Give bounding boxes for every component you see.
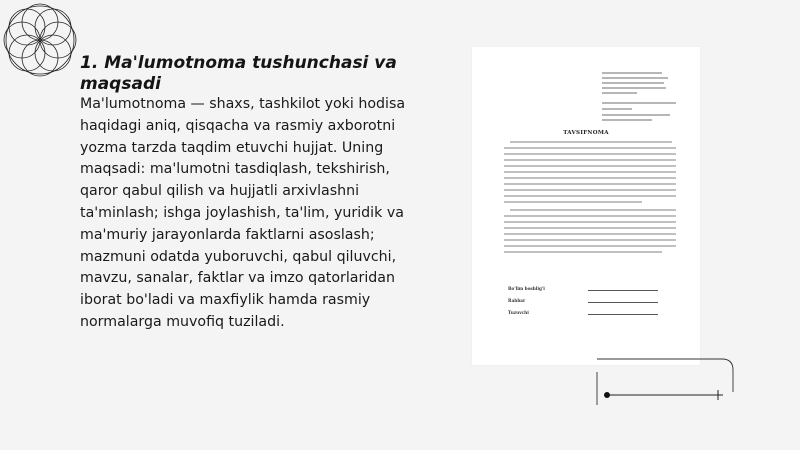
slide-title: 1. Ma'lumotnoma tushunchasi va maqsadi bbox=[80, 53, 397, 94]
signature-label: Bo'lim boshlig'i bbox=[508, 286, 545, 291]
spirograph-rosette-icon bbox=[0, 0, 80, 80]
signature-line bbox=[588, 314, 658, 315]
signature-line bbox=[588, 302, 658, 303]
slider-line-icon bbox=[596, 358, 734, 406]
slide-body-text: Ma'lumotnoma — shaxs, tashkilot yoki hodisa haqidagi aniq, qisqacha va rasmiy axborotni yozma tarzda taqdim etuvchi hujjat. Uning maqsadi: ma'lumotni tasdiqlash, tekshirish, qaror qabul qilish va hujjatli arxivlashni ta'minlash; ishga joylashish, ta'lim, yuridik va ma'muriy jarayonlarda faktlarni asoslash; mazmuni odatda yuboruvchi, qabul qiluvchi, mavzu, sanalar, faktlar va imzo qatorlaridan iborat bo'ladi va maxfiylik hamda rasmiy normalarga muvofiq tuziladi. bbox=[80, 96, 406, 330]
signature-label: Rahbar bbox=[508, 298, 526, 303]
document-image bbox=[472, 47, 700, 365]
document-scribble-lines bbox=[472, 47, 700, 365]
document-heading: TAVSIFNOMA bbox=[563, 130, 609, 136]
signature-line bbox=[588, 290, 658, 291]
signature-label: Tuzuvchi bbox=[508, 310, 529, 315]
